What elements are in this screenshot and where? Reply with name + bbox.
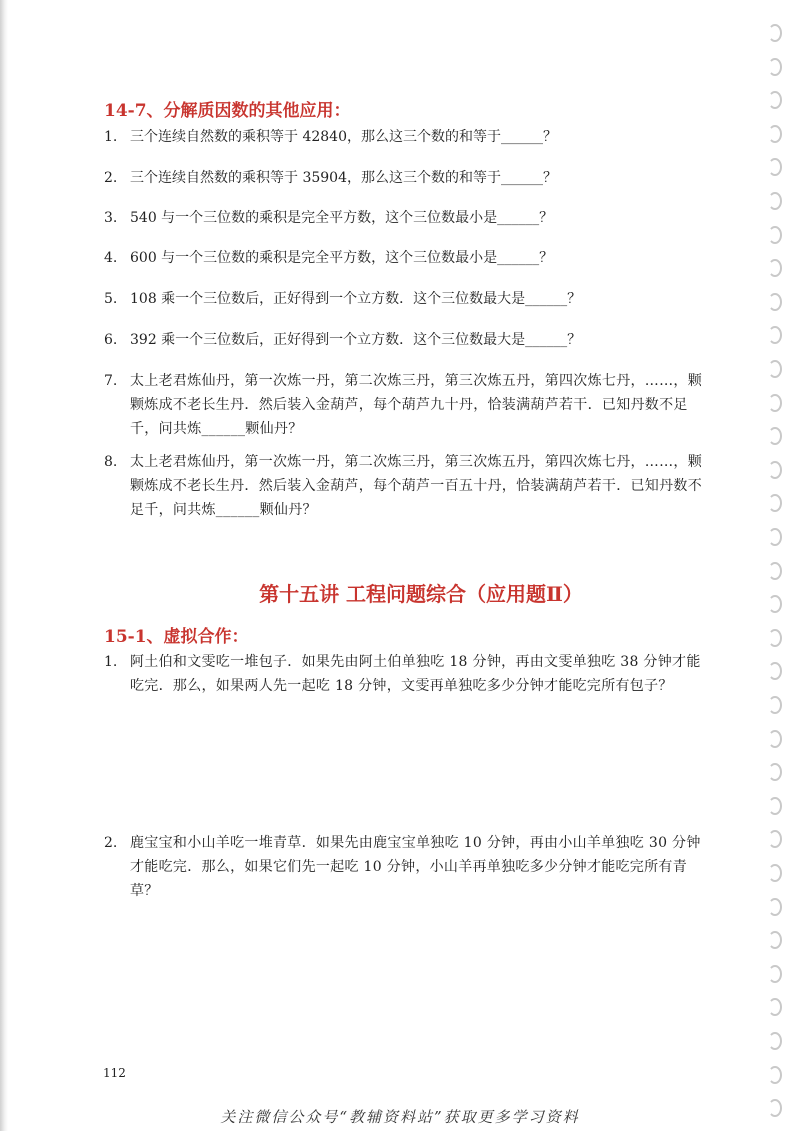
binding-ring <box>768 259 782 277</box>
question-text: 三个连续自然数的乘积等于 35904，那么这三个数的和等于______？ <box>130 170 557 186</box>
question-text: 600 与一个三位数的乘积是完全平方数，这个三位数最小是______？ <box>130 250 554 266</box>
binding-ring <box>768 998 782 1016</box>
binding-ring <box>768 662 782 680</box>
binding-ring <box>768 898 782 916</box>
binding-ring <box>768 730 782 748</box>
binding-ring <box>768 326 782 344</box>
section-title-15-1: 15-1、虚拟合作： <box>104 627 249 647</box>
binding-ring <box>768 562 782 580</box>
question-14-7-3 <box>104 206 704 230</box>
question-number: 5. <box>104 291 118 307</box>
binding-ring <box>768 763 782 781</box>
question-text: 540 与一个三位数的乘积是完全平方数，这个三位数最小是______？ <box>130 210 554 226</box>
binding-ring <box>768 931 782 949</box>
question-number: 2. <box>104 170 118 186</box>
question-text: 108 乘一个三位数后，正好得到一个立方数．这个三位数最大是______？ <box>130 291 582 307</box>
question-number: 8. <box>104 454 118 470</box>
section-title-14-7: 14-7、分解质因数的其他应用： <box>104 101 351 121</box>
question-14-7-6 <box>104 328 704 352</box>
question-number: 1. <box>104 129 118 145</box>
page-shadow-edge <box>0 0 8 1131</box>
binding-ring <box>768 528 782 546</box>
question-14-7-1 <box>104 125 704 149</box>
binding-ring <box>768 830 782 848</box>
binding-ring <box>768 24 782 42</box>
question-text: 太上老君炼仙丹，第一次炼一丹，第二次炼三丹，第三次炼五丹，第四次炼七丹，……，颗颗炼成不老长生丹．然后装入金葫芦，每个葫芦九十丹，恰装满葫芦若干．已知丹数不足千，问共炼______颗仙丹？ <box>130 373 702 437</box>
binding-ring <box>768 629 782 647</box>
binding-ring <box>768 797 782 815</box>
binding-ring <box>768 158 782 176</box>
binding-ring <box>768 1066 782 1084</box>
question-14-7-4 <box>104 246 704 270</box>
binding-ring <box>768 293 782 311</box>
binding-ring <box>768 360 782 378</box>
question-14-7-8 <box>104 450 704 522</box>
spiral-binding <box>760 0 800 1131</box>
binding-ring <box>768 125 782 143</box>
question-number: 4. <box>104 250 118 266</box>
binding-ring <box>768 1032 782 1050</box>
question-15-1-1 <box>104 650 704 698</box>
binding-ring <box>768 394 782 412</box>
binding-ring <box>768 696 782 714</box>
binding-ring <box>768 494 782 512</box>
binding-ring <box>768 864 782 882</box>
question-number: 7. <box>104 373 118 389</box>
binding-ring <box>768 226 782 244</box>
question-text: 鹿宝宝和小山羊吃一堆青草．如果先由鹿宝宝单独吃 10 分钟，再由小山羊单独吃 30 分钟才能吃完．那么，如果它们先一起吃 10 分钟，小山羊再单独吃多少分钟才能吃完所有青草？ <box>130 835 701 899</box>
binding-ring <box>768 192 782 210</box>
question-number: 1. <box>104 654 118 670</box>
binding-ring <box>768 427 782 445</box>
question-14-7-2 <box>104 166 704 190</box>
chapter-title: 第十五讲 工程问题综合（应用题Ⅱ） <box>259 582 583 606</box>
question-14-7-7 <box>104 369 704 441</box>
question-number: 3. <box>104 210 118 226</box>
binding-ring <box>768 965 782 983</box>
question-text: 392 乘一个三位数后，正好得到一个立方数．这个三位数最大是______？ <box>130 332 582 348</box>
question-15-1-2 <box>104 831 704 903</box>
footer-note: 关注微信公众号“教辅资料站”获取更多学习资料 <box>220 1108 580 1126</box>
question-number: 2. <box>104 835 118 851</box>
question-number: 6. <box>104 332 118 348</box>
page-number: 112 <box>103 1066 126 1080</box>
binding-ring <box>768 58 782 76</box>
question-text: 阿土伯和文雯吃一堆包子．如果先由阿土伯单独吃 18 分钟，再由文雯单独吃 38 分钟才能吃完．那么，如果两人先一起吃 18 分钟，文雯再单独吃多少分钟才能吃完所有包子？ <box>130 654 701 694</box>
binding-ring <box>768 461 782 479</box>
question-text: 三个连续自然数的乘积等于 42840，那么这三个数的和等于______？ <box>130 129 557 145</box>
question-text: 太上老君炼仙丹，第一次炼一丹，第二次炼三丹，第三次炼五丹，第四次炼七丹，……，颗颗炼成不老长生丹．然后装入金葫芦，每个葫芦一百五十丹，恰装满葫芦若干．已知丹数不足千，问共炼______颗仙丹？ <box>130 454 702 518</box>
binding-ring <box>768 91 782 109</box>
question-14-7-5 <box>104 287 704 311</box>
